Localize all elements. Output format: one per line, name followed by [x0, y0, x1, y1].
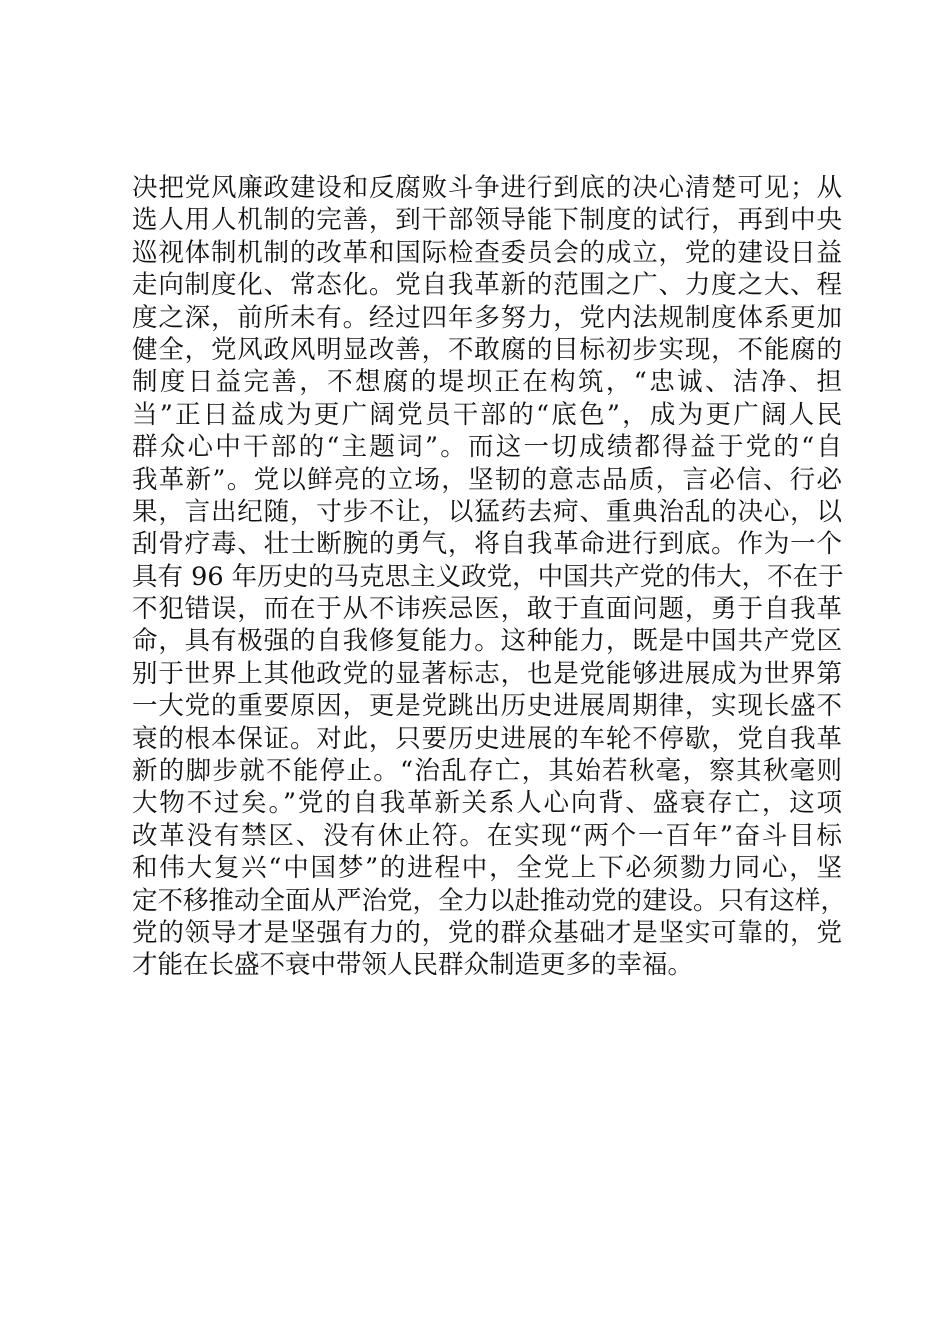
text-line: 果，言出纪随，寸步不让，以猛药去疴、重典治乱的决心，以	[132, 496, 842, 527]
text-line: 决把党风廉政建设和反腐败斗争进行到底的决心清楚可见；从	[132, 173, 842, 203]
text-line: 大物不过矣。”党的自我革新关系人心向背、盛衰存亡，这项	[132, 788, 842, 819]
text-line: 改革没有禁区、没有休止符。在实现“两个一百年”奋斗目标	[132, 820, 842, 851]
text-line: 别于世界上其他政党的显著标志，也是党能够进展成为世界第	[132, 658, 842, 689]
text-line: 我革新”。党以鲜亮的立场，坚韧的意志品质，言必信、行必	[132, 464, 842, 495]
text-line: 一大党的重要原因，更是党跳出历史进展周期律，实现长盛不	[132, 691, 842, 722]
text-line: 才能在长盛不衰中带领人民群众制造更多的幸福。	[132, 950, 694, 981]
text-line: 制度日益完善，不想腐的堤坝正在构筑，“忠诚、洁净、担	[132, 367, 842, 398]
text-line: 命，具有极强的自我修复能力。这种能力，既是中国共产党区	[132, 626, 842, 657]
text-line: 和伟大复兴“中国梦”的进程中，全党上下必须勠力同心，坚	[132, 853, 842, 884]
text-line: 不犯错误，而在于从不讳疾忌医，敢于直面问题，勇于自我革	[132, 594, 842, 625]
text-line: 群众心中干部的“主题词”。而这一切成绩都得益于党的“自	[132, 432, 842, 463]
text-line: 定不移推动全面从严治党，全力以赴推动党的建设。只有这样，	[132, 885, 847, 916]
text-line: 党的领导才是坚强有力的，党的群众基础才是坚实可靠的，党	[132, 917, 842, 948]
body-paragraph	[132, 172, 847, 982]
text-line: 刮骨疗毒、壮士断腕的勇气，将自我革命进行到底。作为一个	[132, 529, 842, 560]
text-line: 具有 96 年历史的马克思主义政党，中国共产党的伟大，不在于	[132, 561, 844, 592]
text-line: 选人用人机制的完善，到干部领导能下制度的试行，再到中央	[132, 205, 842, 236]
text-line: 新的脚步就不能停止。“治乱存亡，其始若秋毫，察其秋毫则	[132, 756, 842, 787]
text-line: 当”正日益成为更广阔党员干部的“底色”，成为更广阔人民	[132, 399, 842, 430]
text-line: 度之深，前所未有。经过四年多努力，党内法规制度体系更加	[132, 302, 842, 333]
text-line: 巡视体制机制的改革和国际检查委员会的成立，党的建设日益	[132, 237, 842, 268]
text-line: 衰的根本保证。对此，只要历史进展的车轮不停歇，党自我革	[132, 723, 842, 754]
text-line: 走向制度化、常态化。党自我革新的范围之广、力度之大、程	[132, 270, 842, 301]
text-line: 健全，党风政风明显改善，不敢腐的目标初步实现，不能腐的	[132, 334, 842, 365]
